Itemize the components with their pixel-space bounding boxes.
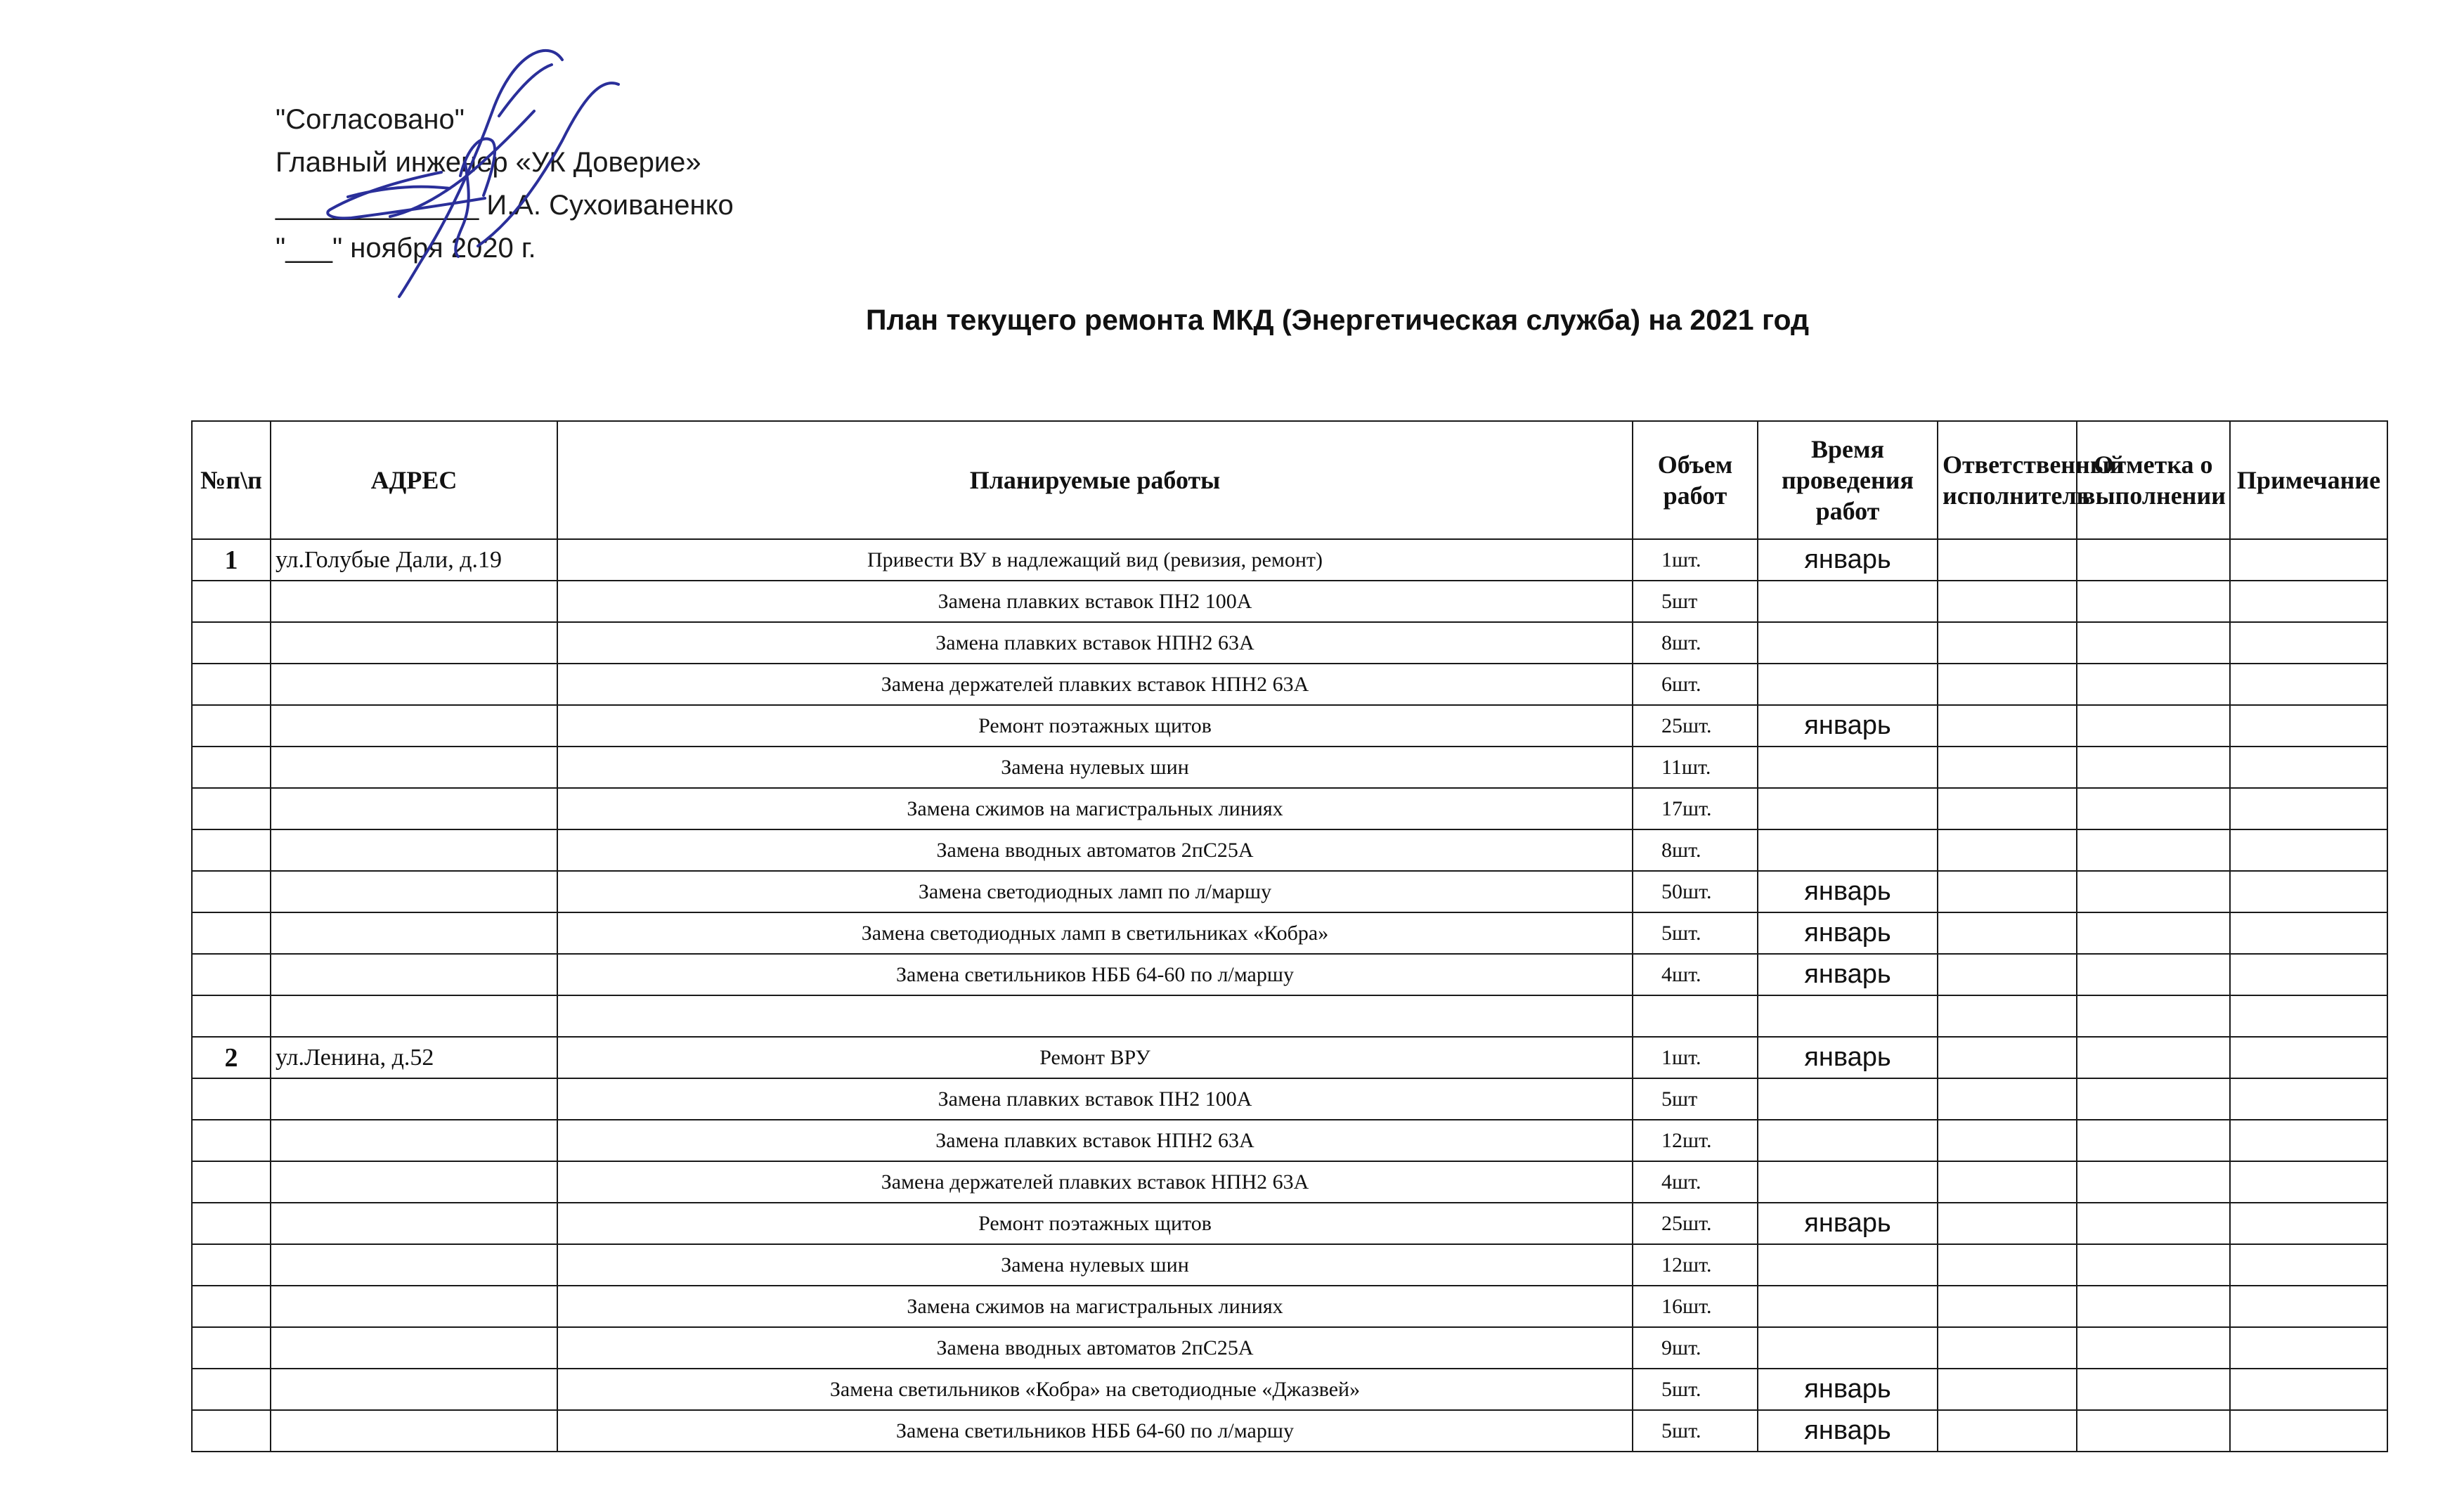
row-responsible	[1938, 1078, 2077, 1120]
row-time: январь	[1758, 539, 1938, 581]
row-planned-work: Замена светильников «Кобра» на светодиодные «Джазвей»	[557, 1369, 1633, 1410]
row-completion-mark	[2077, 664, 2230, 705]
table-row	[192, 1327, 2387, 1369]
row-planned-work: Замена вводных автоматов 2пС25А	[557, 829, 1633, 871]
row-planned-work: Замена светильников НББ 64-60 по л/маршу	[557, 954, 1633, 995]
row-address: ул.Голубые Дали, д.19	[271, 539, 557, 581]
row-number: 2	[192, 1037, 271, 1078]
table-row	[192, 581, 2387, 622]
row-completion-mark	[2077, 829, 2230, 871]
row-volume: 5шт.	[1633, 912, 1758, 954]
row-planned-work: Замена сжимов на магистральных линиях	[557, 788, 1633, 829]
page-title: План текущего ремонта МКД (Энергетическая служба) на 2021 год	[865, 304, 1810, 336]
row-volume: 6шт.	[1633, 664, 1758, 705]
row-completion-mark	[2077, 1203, 2230, 1244]
row-address	[271, 1120, 557, 1161]
row-number	[192, 705, 271, 747]
header-time: Время проведения работ	[1758, 421, 1938, 539]
row-completion-mark	[2077, 1286, 2230, 1327]
table-row	[192, 829, 2387, 871]
row-completion-mark	[2077, 788, 2230, 829]
row-volume: 1шт.	[1633, 1037, 1758, 1078]
row-time	[1758, 1120, 1938, 1161]
row-volume: 4шт.	[1633, 954, 1758, 995]
row-volume: 5шт.	[1633, 1369, 1758, 1410]
table-row	[192, 1120, 2387, 1161]
row-completion-mark	[2077, 705, 2230, 747]
row-planned-work: Замена плавких вставок НПН2 63А	[557, 622, 1633, 664]
row-time	[1758, 747, 1938, 788]
row-completion-mark	[2077, 1327, 2230, 1369]
row-time: январь	[1758, 871, 1938, 912]
row-volume: 17шт.	[1633, 788, 1758, 829]
row-number	[192, 871, 271, 912]
header-completion-mark: Отметка о выполнении	[2077, 421, 2230, 539]
approval-agreed: "Согласовано"	[275, 104, 465, 135]
table-row	[192, 539, 2387, 581]
row-responsible	[1938, 1203, 2077, 1244]
row-responsible	[1938, 1120, 2077, 1161]
row-address	[271, 1078, 557, 1120]
repair-plan-table	[191, 420, 2388, 1452]
header-address: АДРЕС	[271, 421, 557, 539]
row-completion-mark	[2077, 747, 2230, 788]
row-time	[1758, 788, 1938, 829]
row-planned-work: Замена нулевых шин	[557, 1244, 1633, 1286]
row-note	[2230, 1410, 2387, 1452]
row-number	[192, 747, 271, 788]
row-completion-mark	[2077, 1037, 2230, 1078]
row-number	[192, 788, 271, 829]
approval-signatory: _____________ И.А. Сухоиваненко	[275, 190, 734, 221]
header-volume: Объем работ	[1633, 421, 1758, 539]
row-responsible	[1938, 1037, 2077, 1078]
table-row	[192, 1244, 2387, 1286]
row-completion-mark	[2077, 871, 2230, 912]
row-address	[271, 1244, 557, 1286]
row-note	[2230, 539, 2387, 581]
header-responsible: Ответственный исполнитель	[1938, 421, 2077, 539]
row-number	[192, 622, 271, 664]
row-time: январь	[1758, 1037, 1938, 1078]
row-address	[271, 788, 557, 829]
row-completion-mark	[2077, 995, 2230, 1037]
row-responsible	[1938, 1286, 2077, 1327]
row-number	[192, 954, 271, 995]
row-volume: 5шт	[1633, 1078, 1758, 1120]
header-note: Примечание	[2230, 421, 2387, 539]
row-number	[192, 1244, 271, 1286]
table-row	[192, 1078, 2387, 1120]
row-number	[192, 1369, 271, 1410]
table-row	[192, 995, 2387, 1037]
row-responsible	[1938, 788, 2077, 829]
row-planned-work	[557, 995, 1633, 1037]
row-planned-work: Замена вводных автоматов 2пС25А	[557, 1327, 1633, 1369]
row-responsible	[1938, 705, 2077, 747]
row-time	[1758, 1161, 1938, 1203]
row-completion-mark	[2077, 1161, 2230, 1203]
row-responsible	[1938, 1161, 2077, 1203]
row-note	[2230, 788, 2387, 829]
row-responsible	[1938, 747, 2077, 788]
row-completion-mark	[2077, 1410, 2230, 1452]
row-planned-work: Ремонт ВРУ	[557, 1037, 1633, 1078]
row-volume: 16шт.	[1633, 1286, 1758, 1327]
row-volume: 12шт.	[1633, 1120, 1758, 1161]
row-note	[2230, 954, 2387, 995]
row-responsible	[1938, 664, 2077, 705]
row-note	[2230, 1161, 2387, 1203]
row-responsible	[1938, 1410, 2077, 1452]
row-number	[192, 581, 271, 622]
row-time	[1758, 829, 1938, 871]
row-note	[2230, 622, 2387, 664]
row-responsible	[1938, 995, 2077, 1037]
row-responsible	[1938, 539, 2077, 581]
table-row	[192, 912, 2387, 954]
row-note	[2230, 747, 2387, 788]
table-header-row	[192, 421, 2387, 539]
row-address	[271, 1369, 557, 1410]
row-note	[2230, 829, 2387, 871]
row-time: январь	[1758, 954, 1938, 995]
row-volume: 1шт.	[1633, 539, 1758, 581]
row-address	[271, 1161, 557, 1203]
row-note	[2230, 664, 2387, 705]
row-volume: 50шт.	[1633, 871, 1758, 912]
row-time: январь	[1758, 1410, 1938, 1452]
row-note	[2230, 1327, 2387, 1369]
row-volume: 25шт.	[1633, 1203, 1758, 1244]
row-address	[271, 622, 557, 664]
row-address: ул.Ленина, д.52	[271, 1037, 557, 1078]
row-planned-work: Замена светодиодных ламп по л/маршу	[557, 871, 1633, 912]
row-number	[192, 1161, 271, 1203]
table-row	[192, 747, 2387, 788]
row-volume	[1633, 995, 1758, 1037]
row-completion-mark	[2077, 912, 2230, 954]
table-row	[192, 1410, 2387, 1452]
row-note	[2230, 1369, 2387, 1410]
row-address	[271, 664, 557, 705]
row-planned-work: Замена держателей плавких вставок НПН2 63А	[557, 664, 1633, 705]
row-completion-mark	[2077, 581, 2230, 622]
table-row	[192, 1161, 2387, 1203]
row-note	[2230, 581, 2387, 622]
row-note	[2230, 1120, 2387, 1161]
table-row	[192, 622, 2387, 664]
row-note	[2230, 1203, 2387, 1244]
row-address	[271, 912, 557, 954]
row-address	[271, 581, 557, 622]
table-row	[192, 664, 2387, 705]
approval-position: Главный инженер «УК Доверие»	[275, 147, 701, 178]
table-row	[192, 788, 2387, 829]
row-time	[1758, 664, 1938, 705]
row-number	[192, 1327, 271, 1369]
row-responsible	[1938, 1369, 2077, 1410]
row-volume: 5шт.	[1633, 1410, 1758, 1452]
row-note	[2230, 1078, 2387, 1120]
table-row	[192, 1203, 2387, 1244]
row-address	[271, 871, 557, 912]
row-planned-work: Ремонт поэтажных щитов	[557, 1203, 1633, 1244]
header-planned-works: Планируемые работы	[557, 421, 1633, 539]
row-planned-work: Замена светодиодных ламп в светильниках «Кобра»	[557, 912, 1633, 954]
row-number	[192, 664, 271, 705]
row-time	[1758, 1078, 1938, 1120]
row-number	[192, 912, 271, 954]
row-time	[1758, 622, 1938, 664]
row-planned-work: Ремонт поэтажных щитов	[557, 705, 1633, 747]
row-completion-mark	[2077, 1369, 2230, 1410]
row-planned-work: Замена светильников НББ 64-60 по л/маршу	[557, 1410, 1633, 1452]
row-number	[192, 995, 271, 1037]
row-responsible	[1938, 622, 2077, 664]
row-number: 1	[192, 539, 271, 581]
header-number: №п\п	[192, 421, 271, 539]
row-address	[271, 995, 557, 1037]
row-volume: 12шт.	[1633, 1244, 1758, 1286]
row-number	[192, 1078, 271, 1120]
row-completion-mark	[2077, 539, 2230, 581]
table-row	[192, 954, 2387, 995]
row-responsible	[1938, 871, 2077, 912]
row-address	[271, 1327, 557, 1369]
row-number	[192, 1203, 271, 1244]
row-address	[271, 1286, 557, 1327]
row-address	[271, 954, 557, 995]
row-responsible	[1938, 912, 2077, 954]
row-note	[2230, 705, 2387, 747]
row-address	[271, 829, 557, 871]
row-address	[271, 1203, 557, 1244]
row-note	[2230, 1037, 2387, 1078]
row-volume: 11шт.	[1633, 747, 1758, 788]
row-time: январь	[1758, 1203, 1938, 1244]
row-time	[1758, 1286, 1938, 1327]
row-time: январь	[1758, 1369, 1938, 1410]
row-time: январь	[1758, 705, 1938, 747]
approval-date: "___" ноября 2020 г.	[275, 233, 536, 264]
row-completion-mark	[2077, 954, 2230, 995]
row-planned-work: Замена плавких вставок ПН2 100А	[557, 1078, 1633, 1120]
row-address	[271, 747, 557, 788]
table-row	[192, 1286, 2387, 1327]
row-volume: 5шт	[1633, 581, 1758, 622]
table-row	[192, 1037, 2387, 1078]
row-completion-mark	[2077, 622, 2230, 664]
row-number	[192, 1286, 271, 1327]
row-planned-work: Замена плавких вставок ПН2 100А	[557, 581, 1633, 622]
row-time	[1758, 1244, 1938, 1286]
row-completion-mark	[2077, 1078, 2230, 1120]
row-volume: 8шт.	[1633, 829, 1758, 871]
table-row	[192, 705, 2387, 747]
row-planned-work: Замена сжимов на магистральных линиях	[557, 1286, 1633, 1327]
row-volume: 8шт.	[1633, 622, 1758, 664]
row-number	[192, 829, 271, 871]
row-note	[2230, 912, 2387, 954]
row-responsible	[1938, 829, 2077, 871]
row-responsible	[1938, 1244, 2077, 1286]
table-body	[192, 539, 2387, 1452]
row-time: январь	[1758, 912, 1938, 954]
row-number	[192, 1410, 271, 1452]
row-completion-mark	[2077, 1120, 2230, 1161]
row-responsible	[1938, 581, 2077, 622]
row-volume: 4шт.	[1633, 1161, 1758, 1203]
row-volume: 25шт.	[1633, 705, 1758, 747]
table-row	[192, 1369, 2387, 1410]
handwritten-signature	[281, 28, 647, 309]
row-number	[192, 1120, 271, 1161]
row-planned-work: Замена держателей плавких вставок НПН2 63А	[557, 1161, 1633, 1203]
row-note	[2230, 995, 2387, 1037]
row-completion-mark	[2077, 1244, 2230, 1286]
row-note	[2230, 871, 2387, 912]
row-responsible	[1938, 1327, 2077, 1369]
row-planned-work: Привести ВУ в надлежащий вид (ревизия, ремонт)	[557, 539, 1633, 581]
row-responsible	[1938, 954, 2077, 995]
row-planned-work: Замена плавких вставок НПН2 63А	[557, 1120, 1633, 1161]
row-note	[2230, 1286, 2387, 1327]
row-volume: 9шт.	[1633, 1327, 1758, 1369]
table-row	[192, 871, 2387, 912]
row-time	[1758, 995, 1938, 1037]
row-note	[2230, 1244, 2387, 1286]
row-time	[1758, 581, 1938, 622]
row-address	[271, 705, 557, 747]
row-address	[271, 1410, 557, 1452]
row-planned-work: Замена нулевых шин	[557, 747, 1633, 788]
row-time	[1758, 1327, 1938, 1369]
